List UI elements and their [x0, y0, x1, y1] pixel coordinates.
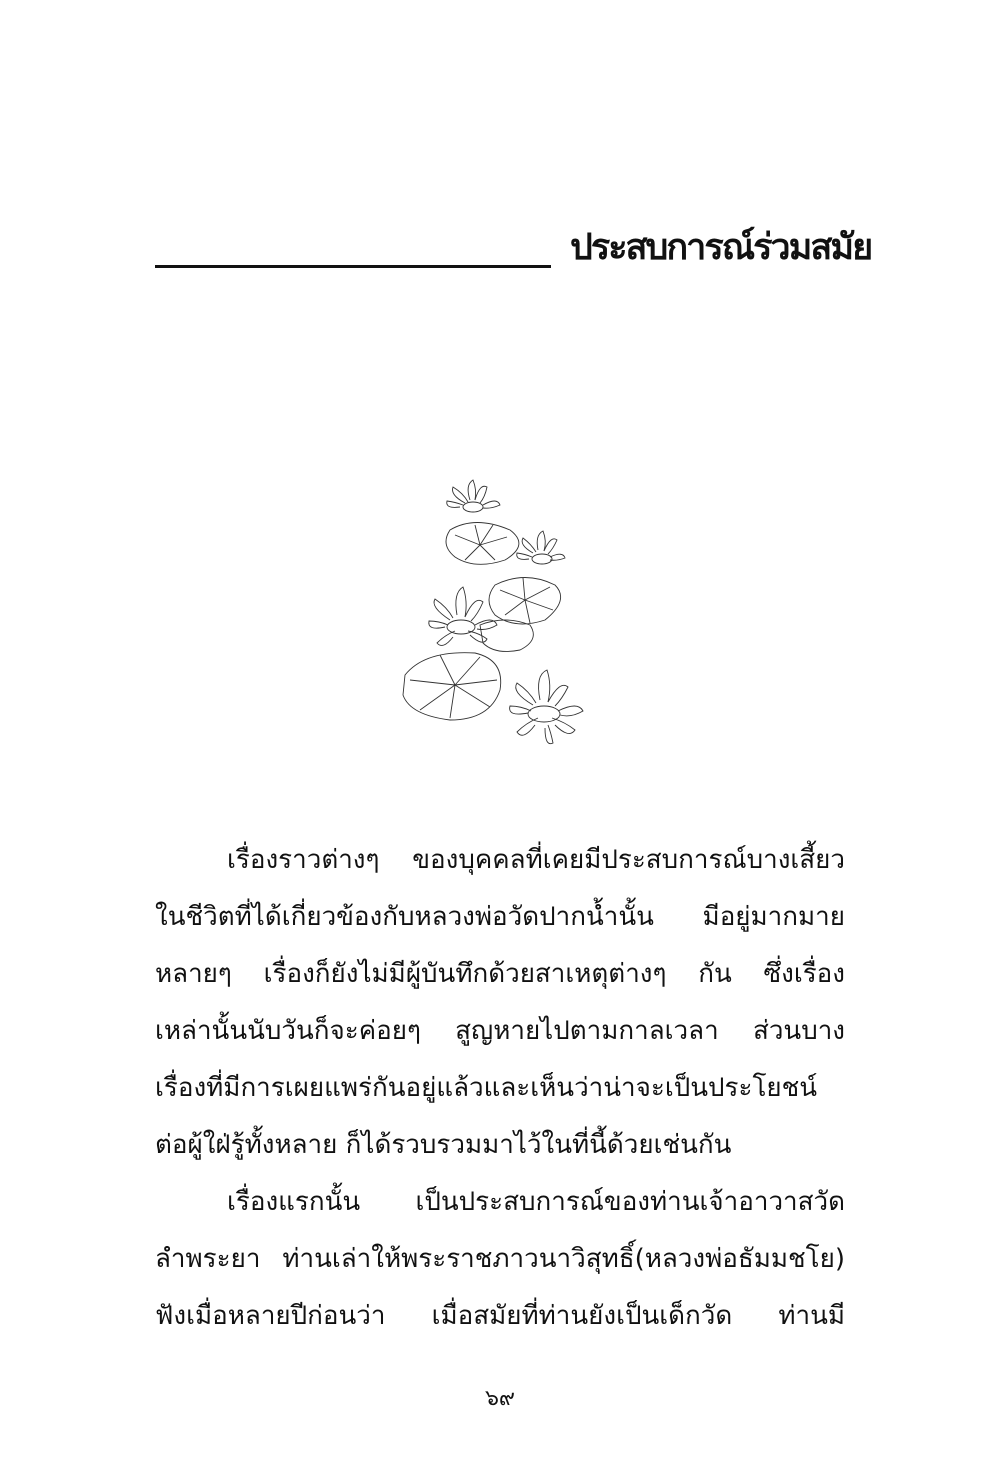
lily-pad-lower: [403, 620, 533, 720]
body-line: ลำพระยา ท่านเล่าให้พระราชภาวนาวิสุทธิ์(หลวงพ่อธัมมชโย): [155, 1244, 845, 1274]
body-line: เรื่องแรกนั้น เป็นประสบการณ์ของท่านเจ้าอาวาสวัด: [227, 1187, 845, 1217]
page-number: ๖๙: [484, 1386, 516, 1411]
lotus-flower-third: [429, 587, 497, 645]
lily-pad-top: [446, 523, 519, 565]
chapter-title: ประสบการณ์ร่วมสมัย: [570, 227, 872, 268]
lily-pad-middle: [489, 578, 561, 625]
body-line: เรื่องราวต่างๆ ของบุคคลที่เคยมีประสบการณ์บางเสี้ยว: [227, 845, 845, 875]
heading-rule: [155, 265, 551, 268]
body-line: ต่อผู้ใฝ่รู้ทั้งหลาย ก็ได้รวบรวมมาไว้ในที่นี้ด้วยเช่นกัน: [155, 1130, 732, 1160]
body-text: [155, 832, 845, 1345]
body-line: เหล่านั้นนับวันก็จะค่อยๆ สูญหายไปตามกาลเวลา ส่วนบาง: [155, 1016, 845, 1046]
lotus-flower-top: [447, 480, 500, 512]
lotus-flower-bottom: [510, 670, 583, 744]
body-line: ฟังเมื่อหลายปีก่อนว่า เมื่อสมัยที่ท่านยังเป็นเด็กวัด ท่านมี: [155, 1301, 845, 1331]
body-line: ในชีวิตที่ได้เกี่ยวข้องกับหลวงพ่อวัดปากน้ำนั้น มีอยู่มากมาย: [155, 902, 845, 932]
lotus-flower-second: [517, 531, 565, 564]
body-line: หลายๆ เรื่องก็ยังไม่มีผู้บันทึกด้วยสาเหตุต่างๆ กัน ซึ่งเรื่อง: [155, 959, 845, 989]
body-line: เรื่องที่มีการเผยแพร่กันอยู่แล้วและเห็นว่าน่าจะเป็นประโยชน์: [155, 1073, 818, 1103]
lotus-icon: [395, 475, 615, 775]
